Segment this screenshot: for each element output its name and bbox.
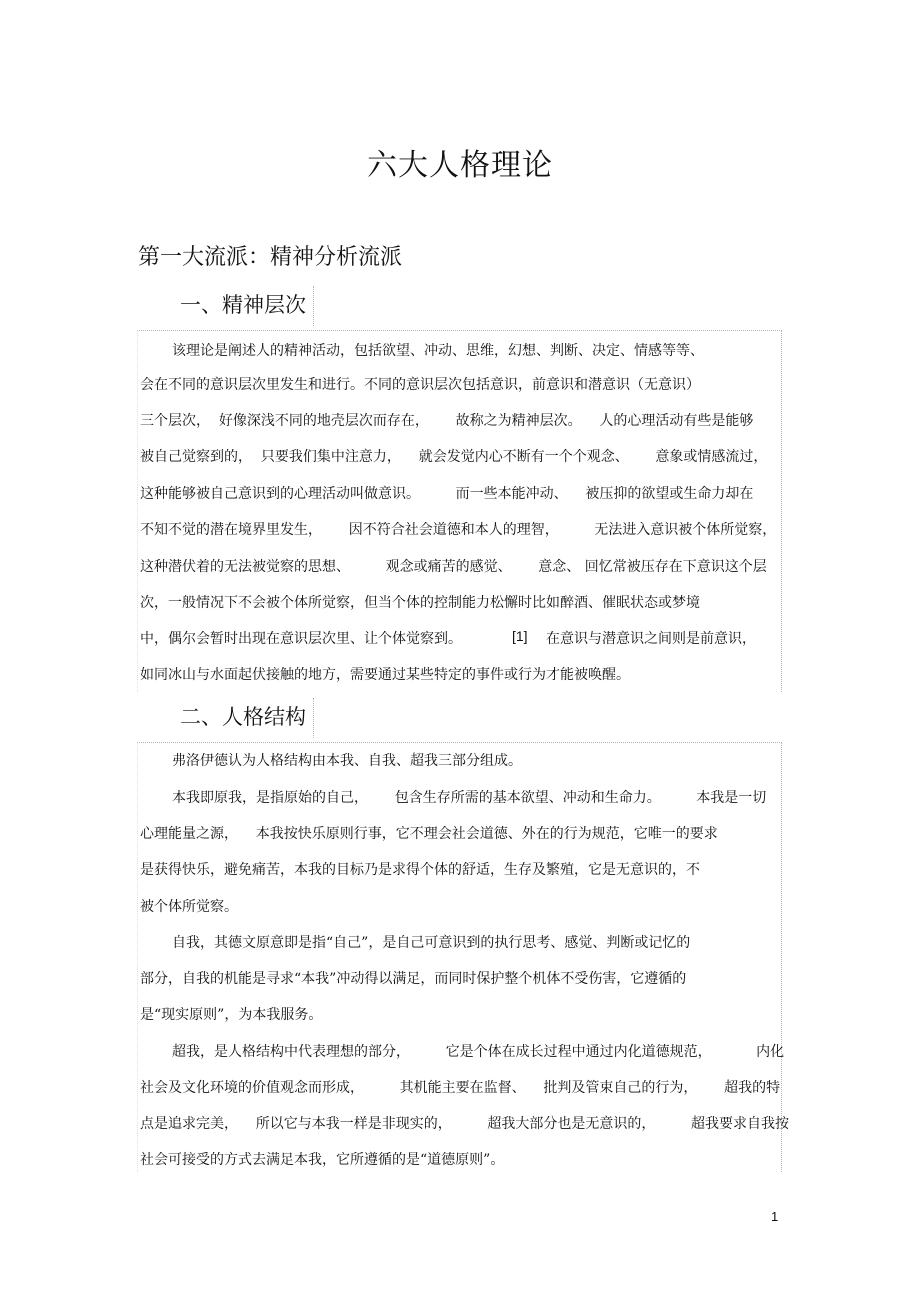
paragraph-line: 不知不觉的潜在境界里发生， 因不符合社会道德和本人的理智， 无法进入意识被个体所觉察， (140, 522, 777, 538)
paragraph-line: 这种潜伏着的无法被觉察的思想、 观念或痛苦的感觉、 意念、 回忆常被压存在下意识这个层 (140, 559, 767, 575)
paragraph-line: 是“现实原则”，为本我服务。 (140, 1007, 323, 1023)
paragraph-line: 自我，其德文原意即是指“自己”，是自己可意识到的执行思考、感觉、判断或记忆的 (172, 935, 691, 951)
paragraph-line: 点是追求完美， 所以它与本我一样是非现实的， 超我大部分也是无意识的， 超我要求自我按 (140, 1116, 790, 1132)
reference-marker: [1] (512, 628, 528, 644)
paragraph-line: 被自己觉察到的， 只要我们集中注意力， 就会发觉内心不断有一个个观念、 意象或情感流过， (140, 449, 768, 465)
paragraph-line: 中，偶尔会暂时出现在意识层次里、让个体觉察到。 (140, 631, 462, 647)
section-heading: 第一大流派：精神分析流派 (138, 245, 403, 270)
paragraph-line: 社会可接受的方式去满足本我，它所遵循的是“道德原则”。 (140, 1152, 505, 1168)
paragraph-line: 这种能够被自己意识到的心理活动叫做意识。 而一些本能冲动、 被压抑的欲望或生命力却在 (140, 486, 754, 502)
paragraph-line: 三个层次， 好像深浅不同的地壳层次而存在， 故称之为精神层次。 人的心理活动有些是能够 (140, 413, 754, 429)
paragraph-line: 被个体所觉察。 (140, 899, 238, 915)
paragraph-line: 次，一般情况下不会被个体所觉察，但当个体的控制能力松懈时比如醉酒、催眠状态或梦境 (140, 595, 700, 611)
text-box-mental-levels (137, 330, 782, 692)
paragraph-line: 会在不同的意识层次里发生和进行。不同的意识层次包括意识，前意识和潜意识（无意识） (140, 377, 700, 393)
paragraph-line: 如同冰山与水面起伏接触的地方，需要通过某些特定的事件或行为才能被唤醒。 (140, 667, 630, 683)
paragraph-line: 是获得快乐，避免痛苦，本我的目标乃是求得个体的舒适，生存及繁殖，它是无意识的，不 (140, 862, 700, 878)
paragraph-line: 本我即原我，是指原始的自己， 包含生存所需的基本欲望、冲动和生命力。 本我是一切 (172, 790, 767, 806)
subsection-heading-mental-levels: 一、精神层次 (180, 290, 314, 320)
paragraph-line: 弗洛伊德认为人格结构由本我、自我、超我三部分组成。 (172, 753, 522, 769)
paragraph-line: 社会及文化环境的价值观念而形成， 其机能主要在监督、 批判及管束自己的行为， 超我的特 (140, 1080, 781, 1096)
page-title: 六大人格理论 (367, 148, 553, 183)
paragraph-line: 心理能量之源， 本我按快乐原则行事，它不理会社会道德、外在的行为规范，它唯一的要求 (140, 826, 718, 842)
paragraph-line: 部分，自我的机能是寻求“本我”冲动得以满足，而同时保护整个机体不受伤害，它遵循的 (140, 971, 687, 987)
subsection-heading-personality-structure: 二、人格结构 (180, 702, 314, 732)
page-number: 1 (771, 1209, 779, 1224)
text-box-personality-structure (137, 742, 790, 1172)
paragraph-line: 超我，是人格结构中代表理想的部分， 它是个体在成长过程中通过内化道德规范， 内化 (172, 1044, 785, 1060)
paragraph-line: 在意识与潜意识之间则是前意识， (546, 631, 756, 647)
paragraph-line: 该理论是阐述人的精神活动，包括欲望、冲动、思维，幻想、判断、决定、情感等等、 (172, 343, 704, 359)
